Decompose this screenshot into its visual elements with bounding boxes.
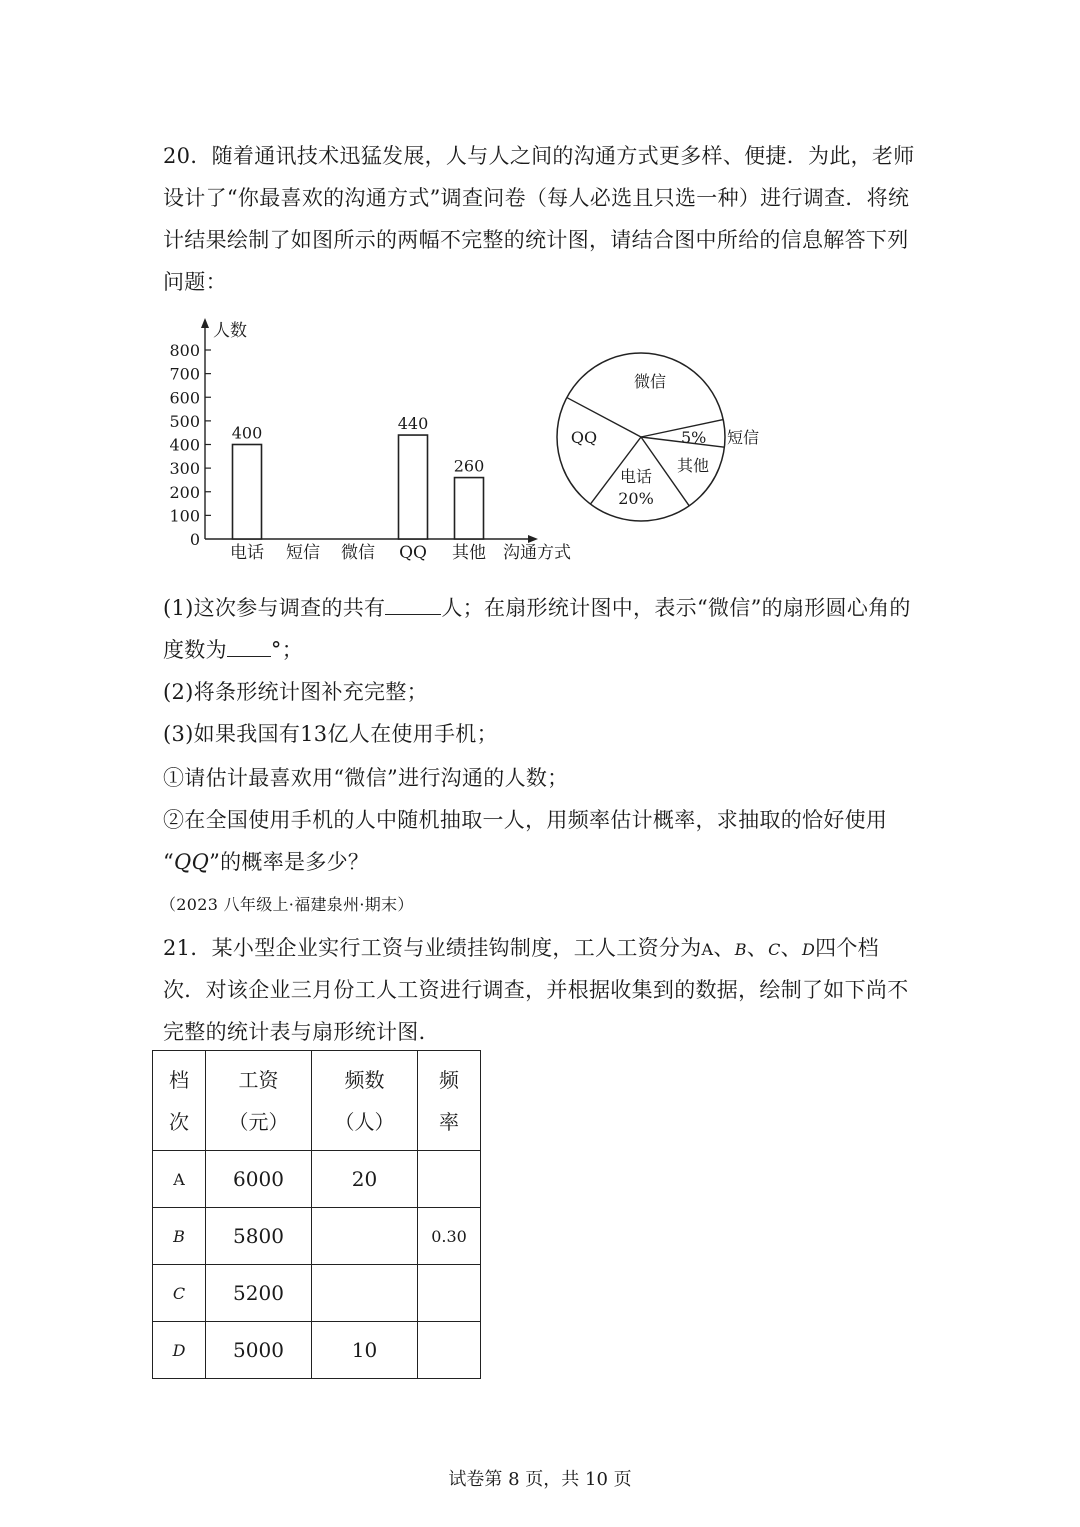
y-tick-label: 800	[169, 341, 200, 360]
y-axis-arrow	[201, 318, 209, 328]
x-tick-label: 电话	[230, 543, 264, 563]
x-axis-label: 沟通方式	[503, 543, 571, 563]
bar	[233, 445, 262, 540]
y-tick-label: 200	[169, 482, 200, 502]
cell-grade: A	[153, 1151, 206, 1208]
bar-value-label: 400	[231, 423, 263, 443]
x-axis-arrow	[528, 535, 538, 543]
q21-grade-d: D	[801, 940, 816, 959]
q20-sub3-2-post: ”的概率是多少？	[209, 850, 370, 874]
cell-rate	[418, 1322, 481, 1379]
bar-value-label: 440	[397, 414, 429, 434]
q21-line-2: 次．对该企业三月份工人工资进行调查，并根据收集到的数据，绘制了如下尚不	[163, 978, 909, 1002]
table-row	[153, 1151, 481, 1208]
pie-slice-label: 其他	[676, 456, 710, 475]
q20-sub3-2-line1: ②在全国使用手机的人中随机抽取一人，用频率估计概率，求抽取的恰好使用	[163, 808, 888, 832]
cell-salary: 5000	[206, 1322, 312, 1379]
table-header-row	[153, 1051, 481, 1151]
pie-slice-label: 短信	[727, 428, 760, 447]
cell-rate: 0.30	[418, 1208, 481, 1265]
q20-sub3: (3)如果我国有13亿人在使用手机；	[163, 722, 498, 746]
q20-sub3-2-qq: QQ	[174, 850, 210, 874]
bar-chart	[169, 318, 571, 563]
cell-grade: B	[153, 1208, 206, 1265]
cell-salary: 6000	[206, 1151, 312, 1208]
q20-sub3-2-pre: “	[163, 850, 175, 874]
q20-sub2: (2)将条形统计图补充完整；	[163, 680, 428, 704]
header-rate-line1: 频	[439, 1067, 459, 1092]
q20-sub3-1: ①请估计最喜欢用“微信”进行沟通的人数；	[163, 766, 569, 790]
table-row	[153, 1265, 481, 1322]
cell-salary: 5800	[206, 1208, 312, 1265]
q21-sep-1: 、	[713, 936, 735, 960]
q21-grade-a: A	[701, 940, 714, 959]
header-count	[312, 1051, 418, 1151]
q20-line-3: 计结果绘制了如图所示的两幅不完整的统计图，请结合图中所给的信息解答下列	[163, 228, 909, 252]
header-count-line1: 频数	[344, 1067, 385, 1092]
header-grade-line1: 档	[169, 1067, 189, 1092]
q20-sub1-text-b: 人；在扇形统计图中，表示“微信”的扇形圆心角的	[441, 596, 911, 620]
table-row	[153, 1208, 481, 1265]
q20-sub1-text-c: 度数为	[163, 638, 227, 662]
y-tick-label: 400	[169, 435, 200, 455]
answer-blank-total[interactable]	[385, 593, 441, 615]
q21-grade-c: C	[768, 940, 781, 959]
y-axis-label: 人数	[213, 321, 247, 341]
answer-blank-angle[interactable]	[227, 635, 271, 657]
cell-grade: D	[153, 1322, 206, 1379]
q20-line-2: 设计了“你最喜欢的沟通方式”调查问卷（每人必选且只选一种）进行调查．将统	[163, 186, 910, 210]
q20-sub3-2-line2	[163, 846, 369, 876]
cell-count: 20	[312, 1151, 418, 1208]
q20-sub1-line2	[163, 634, 303, 664]
y-tick-label: 100	[169, 506, 200, 526]
header-rate	[418, 1051, 481, 1151]
table-row	[153, 1322, 481, 1379]
pie-slice-label: 微信	[633, 372, 667, 391]
q20-line-4: 问题：	[163, 270, 227, 294]
pie-chart	[557, 353, 759, 521]
header-salary-line1: 工资	[238, 1067, 279, 1092]
pie-slice-percent: 20%	[618, 489, 654, 508]
cell-count	[312, 1265, 418, 1322]
header-salary-line2: （元）	[228, 1109, 289, 1134]
q21-sep-3: 、	[780, 936, 802, 960]
salary-table	[152, 1050, 481, 1379]
cell-rate	[418, 1151, 481, 1208]
cell-grade: C	[153, 1265, 206, 1322]
x-tick-label: 短信	[286, 543, 320, 563]
cell-count: 10	[312, 1322, 418, 1379]
q21-line-1	[163, 932, 879, 962]
y-tick-label: 700	[169, 364, 200, 384]
q21-line-3: 完整的统计表与扇形统计图．	[163, 1020, 440, 1044]
header-grade-line2: 次	[169, 1109, 189, 1134]
q20-sub1-line1	[163, 592, 911, 622]
y-tick-label: 500	[169, 411, 200, 431]
bar-value-label: 260	[453, 456, 485, 476]
x-tick-label: 其他	[452, 543, 486, 563]
header-rate-line2: 率	[439, 1109, 459, 1134]
q20-charts	[0, 310, 1080, 600]
q21-source: （2023 八年级上·福建泉州·期末）	[160, 895, 414, 914]
q21-sep-2: 、	[746, 936, 769, 960]
bar	[455, 478, 484, 539]
y-tick-label: 0	[189, 530, 200, 549]
cell-rate	[418, 1265, 481, 1322]
q20-sub1-text-d: °；	[270, 638, 304, 662]
pie-slice-percent: 5%	[681, 428, 707, 447]
y-tick-label: 600	[169, 388, 200, 408]
y-tick-label: 300	[169, 459, 200, 479]
q21-grade-b: B	[734, 940, 747, 959]
x-tick-label: QQ	[399, 543, 427, 563]
cell-count	[312, 1208, 418, 1265]
q21-line1-pre: 21．某小型企业实行工资与业绩挂钩制度，工人工资分为	[163, 936, 702, 960]
page-footer: 试卷第 8 页，共 10 页	[448, 1469, 632, 1490]
header-count-line2: （人）	[334, 1109, 395, 1134]
pie-slice-label: QQ	[570, 428, 598, 447]
cell-salary: 5200	[206, 1265, 312, 1322]
header-salary	[206, 1051, 312, 1151]
q21-line1-post: 四个档	[815, 936, 879, 960]
x-tick-label: 微信	[341, 543, 375, 563]
bar	[399, 435, 428, 539]
header-grade	[153, 1051, 206, 1151]
q20-line-1: 20．随着通讯技术迅猛发展，人与人之间的沟通方式更多样、便捷．为此，老师	[163, 144, 915, 168]
q20-sub1-text-a: (1)这次参与调查的共有	[163, 596, 386, 620]
pie-slice-label: 电话	[619, 467, 653, 486]
